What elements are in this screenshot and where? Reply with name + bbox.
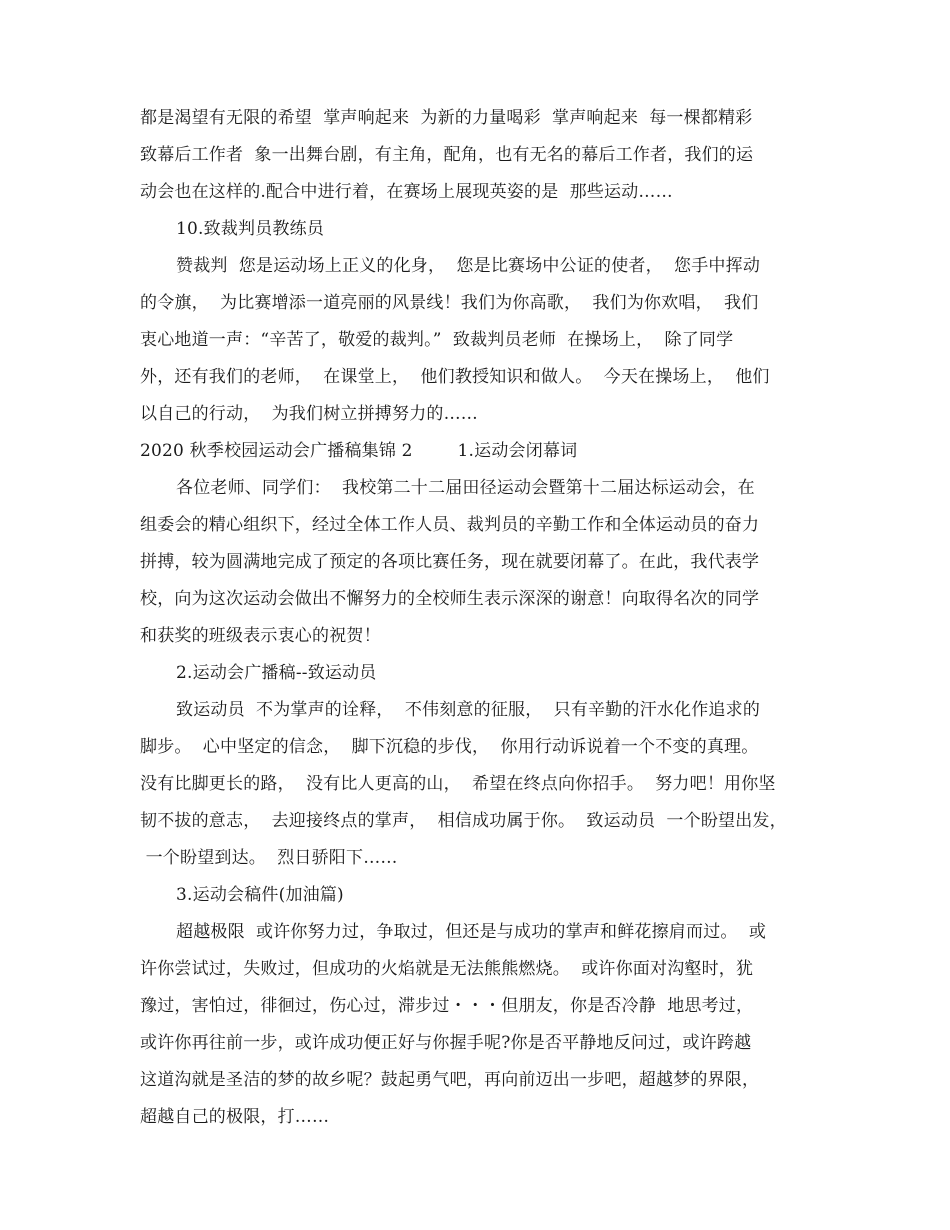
text-line: 豫过，害怕过，徘徊过，伤心过，滞步过・・・但朋友，你是否冷静 地思考过， [140, 996, 754, 1016]
text-line: 以自己的行动， 为我们树立拼搏努力的…… [140, 404, 479, 424]
text-line: 3.运动会稿件(加油篇) [176, 885, 344, 905]
text-line: 赞裁判 您是运动场上正义的化身， 您是比赛场中公证的使者， 您手中挥动 [176, 256, 761, 276]
text-line: 没有比脚更长的路， 没有比人更高的山， 希望在终点向你招手。 努力吧！用你坚 [140, 774, 776, 794]
text-line: 拼搏，较为圆满地完成了预定的各项比赛任务，现在就要闭幕了。在此，我代表学 [140, 552, 760, 572]
text-line: 超越极限 或许你努力过，争取过，但还是与成功的掌声和鲜花擦肩而过。 或 [176, 922, 767, 942]
text-line: 组委会的精心组织下，经过全体工作人员、裁判员的辛勤工作和全体运动员的奋力 [140, 515, 760, 535]
text-line: 的令旗， 为比赛增添一道亮丽的风景线！我们为你高歌， 我们为你欢唱， 我们 [140, 293, 759, 313]
text-line: 各位老师、同学们： 我校第二十二届田径运动会暨第十二届达标运动会，在 [176, 478, 755, 498]
text-line: 脚步。 心中坚定的信念， 脚下沉稳的步伐， 你用行动诉说着一个不变的真理。 [140, 737, 759, 757]
text-line: 超越自己的极限，打…… [140, 1107, 330, 1127]
text-line: 衷心地道一声：“辛苦了，敬爱的裁判。” 致裁判员老师 在操场上， 除了同学 [140, 330, 734, 350]
text-line: 10.致裁判员教练员 [176, 219, 325, 239]
text-line: 校，向为这次运动会做出不懈努力的全校师生表示深深的谢意！向取得名次的同学 [140, 589, 760, 609]
text-line: 或许你再往前一步，或许成功便正好与你握手呢?你是否平静地反问过，或许跨越 [140, 1033, 752, 1053]
document-page [140, 100, 830, 1136]
text-line: 致幕后工作者 象一出舞台剧，有主角，配角，也有无名的幕后工作者，我们的运 [140, 145, 754, 165]
text-line: 韧不拔的意志， 去迎接终点的掌声， 相信成功属于你。 致运动员 一个盼望出发， [140, 811, 787, 831]
text-line: 这道沟就是圣洁的梦的故乡呢？鼓起勇气吧，再向前迈出一步吧，超越梦的界限， [140, 1070, 760, 1090]
text-line: 都是渴望有无限的希望 掌声响起来 为新的力量喝彩 掌声响起来 每一棵都精彩 [140, 108, 753, 128]
text-line: 致运动员 不为掌声的诠释， 不伟刻意的征服， 只有辛勤的汗水化作追求的 [176, 700, 761, 720]
text-line: 动会也在这样的.配合中进行着，在赛场上展现英姿的是 那些运动…… [140, 182, 673, 202]
text-line: 外，还有我们的老师， 在课堂上， 他们教授知识和做人。 今天在操场上， 他们 [140, 367, 770, 387]
text-line: 一个盼望到达。 烈日骄阳下…… [140, 848, 398, 868]
text-line: 和获奖的班级表示衷心的祝贺！ [140, 626, 381, 646]
text-line: 许你尝试过，失败过，但成功的火焰就是无法熊熊燃烧。 或许你面对沟壑时，犹 [140, 959, 754, 979]
text-line: 2020 秋季校园运动会广播稿集锦 2 1.运动会闭幕词 [140, 441, 578, 461]
text-line: 2.运动会广播稿--致运动员 [176, 663, 377, 683]
document-body [140, 100, 830, 1136]
